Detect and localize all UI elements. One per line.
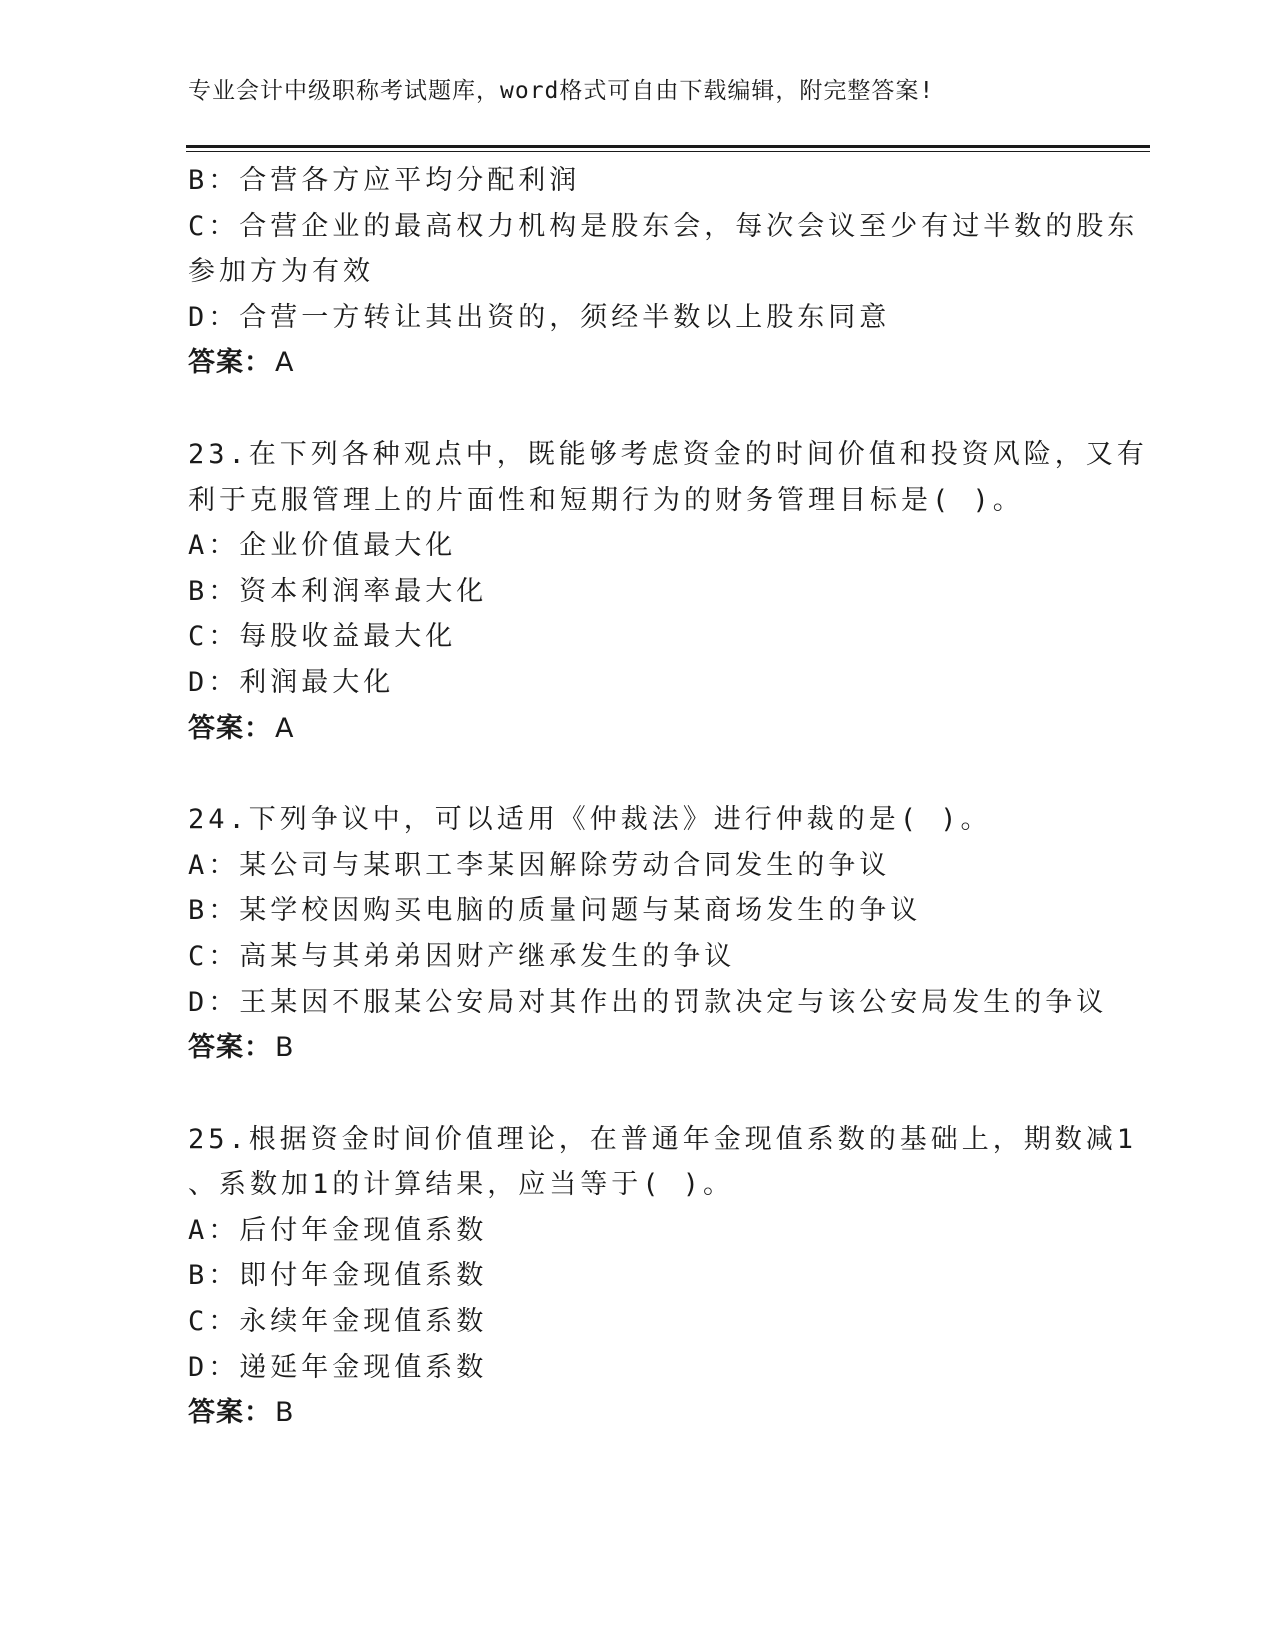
option-d: D：递延年金现值系数 — [188, 1351, 488, 1383]
option-c-continued: 参加方为有效 — [188, 256, 374, 288]
answer-label: 答案 — [188, 712, 244, 744]
page-header: 专业会计中级职称考试题库，word格式可自由下载编辑，附完整答案! — [188, 78, 935, 104]
answer-label: 答案 — [188, 347, 244, 379]
option-d: D：利润最大化 — [188, 666, 395, 698]
option-a: A：某公司与某职工李某因解除劳动合同发生的争议 — [188, 849, 891, 881]
answer-line — [188, 706, 1068, 752]
option-d: D：王某因不服某公安局对其作出的罚款决定与该公安局发生的争议 — [188, 986, 1108, 1018]
question-list — [188, 158, 1148, 1436]
answer-colon: ： — [244, 1397, 271, 1429]
question-22-continuation — [188, 158, 1139, 386]
answer-value: A — [275, 712, 294, 744]
answer-colon: ： — [244, 347, 271, 379]
option-a: A：企业价值最大化 — [188, 530, 457, 562]
option-b: B：合营各方应平均分配利润 — [188, 165, 581, 196]
option-c: C：合营企业的最高权力机构是股东会，每次会议至少有过半数的股东 — [188, 210, 1139, 242]
question-stem: 24.下列争议中，可以适用《仲裁法》进行仲裁的是( )。 — [188, 804, 992, 836]
option-b: B：资本利润率最大化 — [188, 575, 488, 607]
header-divider-thick — [186, 145, 1150, 148]
answer-value: B — [275, 1032, 294, 1064]
answer-colon: ： — [244, 1032, 271, 1064]
answer-line — [188, 1390, 1068, 1436]
question-25 — [188, 1117, 1138, 1436]
answer-label: 答案 — [188, 1397, 244, 1429]
question-23 — [188, 432, 1148, 751]
spacer — [188, 1071, 1068, 1117]
option-b: B：即付年金现值系数 — [188, 1260, 488, 1292]
answer-label: 答案 — [188, 1032, 244, 1064]
option-d: D：合营一方转让其出资的，须经半数以上股东同意 — [188, 301, 891, 333]
spacer — [188, 751, 1068, 797]
option-a: A：后付年金现值系数 — [188, 1214, 488, 1246]
option-c: C：每股收益最大化 — [188, 621, 457, 653]
answer-value: B — [275, 1397, 294, 1429]
question-24 — [188, 797, 1108, 1071]
option-c: C：高某与其弟弟因财产继承发生的争议 — [188, 940, 736, 972]
question-stem-continued: 、系数加1的计算结果，应当等于( )。 — [188, 1169, 735, 1201]
answer-value: A — [275, 347, 294, 379]
header-divider-thin — [186, 151, 1150, 152]
answer-colon: ： — [244, 712, 271, 744]
answer-line — [188, 1025, 1068, 1071]
option-c: C：永续年金现值系数 — [188, 1306, 488, 1338]
spacer — [188, 386, 1068, 432]
question-stem: 23.在下列各种观点中，既能够考虑资金的时间价值和投资风险，又有 — [188, 438, 1148, 470]
option-b: B：某学校因购买电脑的质量问题与某商场发生的争议 — [188, 895, 922, 927]
answer-line — [188, 340, 1068, 386]
question-stem: 25.根据资金时间价值理论，在普通年金现值系数的基础上，期数减1 — [188, 1123, 1138, 1155]
question-stem-continued: 利于克服管理上的片面性和短期行为的财务管理目标是( )。 — [188, 484, 1024, 516]
